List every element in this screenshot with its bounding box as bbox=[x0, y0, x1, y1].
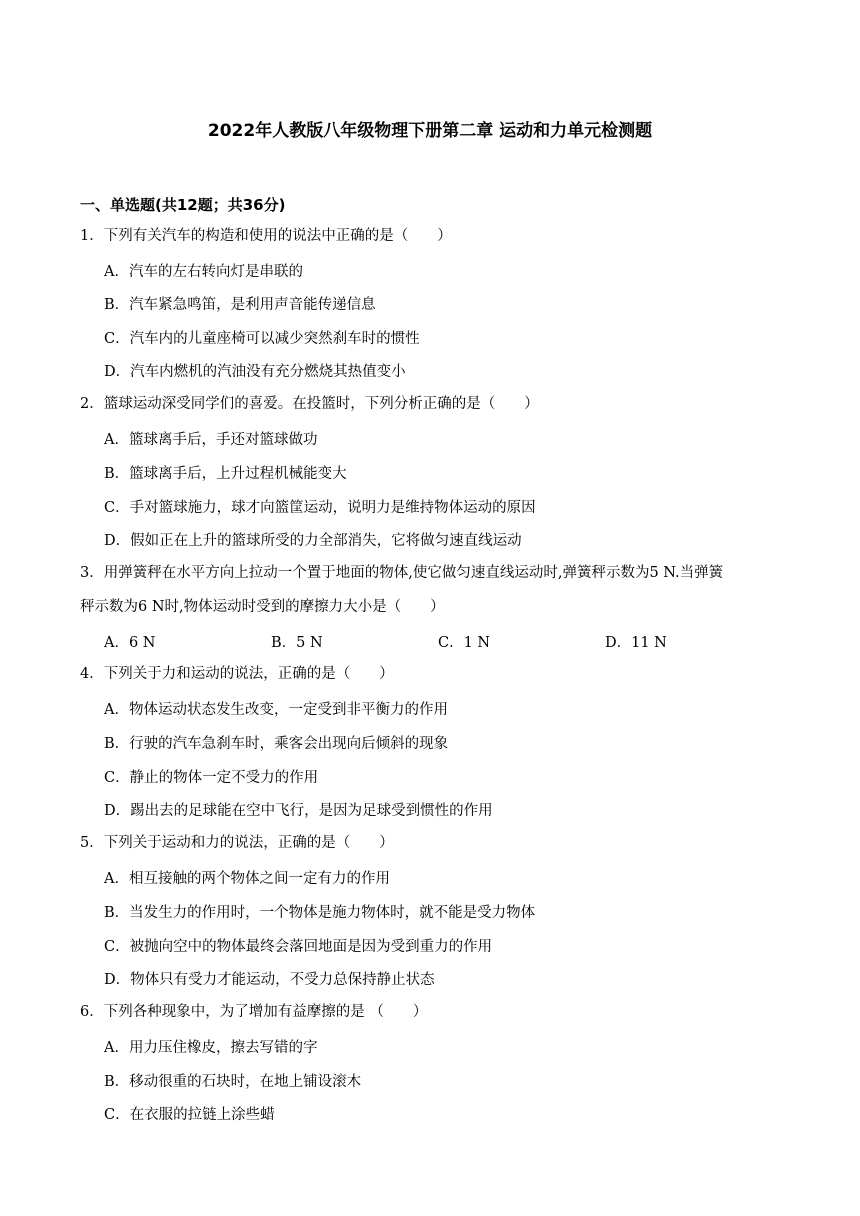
question-2-stem: 2．篮球运动深受同学们的喜爱。在投篮时，下列分析正确的是（ ） bbox=[80, 396, 539, 412]
question-3-stem-line-2: 秤示数为6 N时,物体运动时受到的摩擦力大小是（ ） bbox=[80, 599, 445, 615]
question-2-option-c: C．手对篮球施力，球才向篮筐运动，说明力是维持物体运动的原因 bbox=[104, 500, 536, 516]
question-3-options bbox=[104, 631, 784, 652]
question-1-stem: 1．下列有关汽车的构造和使用的说法中正确的是（ ） bbox=[80, 228, 452, 244]
question-1-option-b: B．汽车紧急鸣笛，是利用声音能传递信息 bbox=[104, 297, 376, 313]
question-1-option-c: C．汽车内的儿童座椅可以减少突然刹车时的惯性 bbox=[104, 331, 420, 347]
question-3-option-d: D．11 N bbox=[605, 635, 667, 651]
question-5-option-d: D．物体只有受力才能运动，不受力总保持静止状态 bbox=[104, 972, 435, 988]
question-4-option-a: A．物体运动状态发生改变，一定受到非平衡力的作用 bbox=[104, 702, 448, 718]
question-5-stem: 5．下列关于运动和力的说法，正确的是（ ） bbox=[80, 835, 394, 851]
question-5-option-b: B．当发生力的作用时，一个物体是施力物体时，就不能是受力物体 bbox=[104, 905, 536, 921]
question-2-option-a: A．篮球离手后，手还对篮球做功 bbox=[104, 432, 318, 448]
question-3-option-a: A．6 N bbox=[104, 635, 156, 651]
question-4-option-d: D．踢出去的足球能在空中飞行，是因为足球受到惯性的作用 bbox=[104, 803, 493, 819]
question-4-stem: 4．下列关于力和运动的说法，正确的是（ ） bbox=[80, 666, 394, 682]
question-3-option-b: B．5 N bbox=[271, 635, 323, 651]
question-3-option-c: C．1 N bbox=[438, 635, 491, 651]
question-1-option-a: A．汽车的左右转向灯是串联的 bbox=[104, 264, 303, 280]
question-5-option-a: A．相互接触的两个物体之间一定有力的作用 bbox=[104, 871, 390, 887]
question-6-option-c: C．在衣服的拉链上涂些蜡 bbox=[104, 1107, 275, 1123]
question-2-option-d: D．假如正在上升的篮球所受的力全部消失，它将做匀速直线运动 bbox=[104, 533, 522, 549]
question-6-option-b: B．移动很重的石块时，在地上铺设滚木 bbox=[104, 1074, 362, 1090]
question-1-option-d: D．汽车内燃机的汽油没有充分燃烧其热值变小 bbox=[104, 364, 406, 380]
question-3-stem-line-1: 3．用弹簧秤在水平方向上拉动一个置于地面的物体,使它做匀速直线运动时,弹簧秤示数为5 N.当弹簧 bbox=[80, 565, 724, 581]
question-6-option-a: A．用力压住橡皮，擦去写错的字 bbox=[104, 1040, 318, 1056]
question-4-option-c: C．静止的物体一定不受力的作用 bbox=[104, 770, 319, 786]
question-4-option-b: B．行驶的汽车急刹车时，乘客会出现向后倾斜的现象 bbox=[104, 736, 449, 752]
section-heading: 一、单选题(共12题；共36分) bbox=[80, 196, 286, 214]
question-6-stem: 6．下列各种现象中，为了增加有益摩擦的是 （ ） bbox=[80, 1004, 428, 1020]
question-5-option-c: C．被抛向空中的物体最终会落回地面是因为受到重力的作用 bbox=[104, 939, 493, 955]
document-title: 2022年人教版八年级物理下册第二章 运动和力单元检测题 bbox=[207, 121, 653, 141]
question-2-option-b: B．篮球离手后，上升过程机械能变大 bbox=[104, 466, 347, 482]
